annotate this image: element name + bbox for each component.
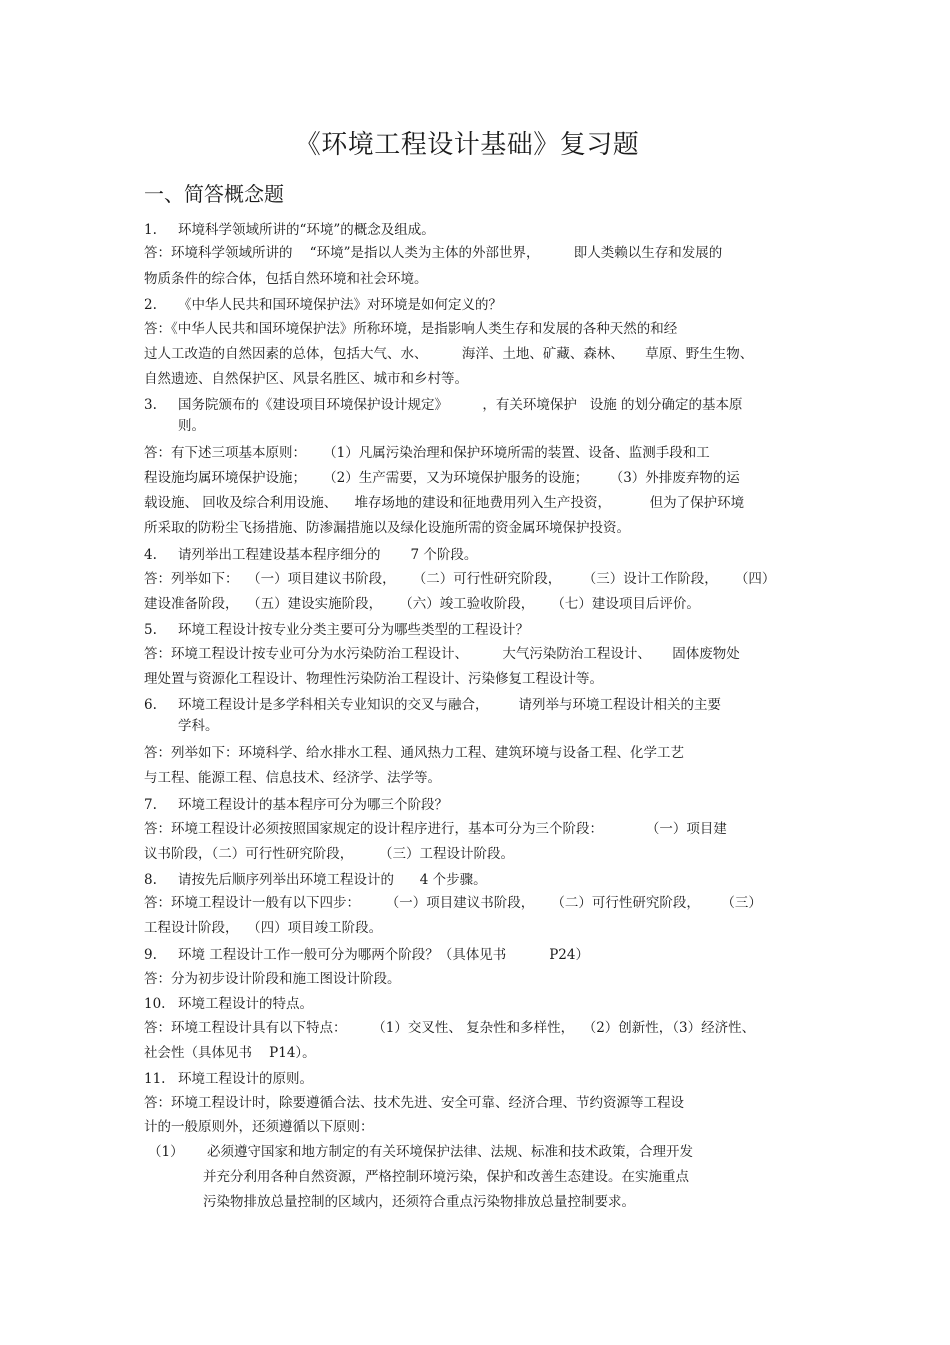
- question-2: [144, 296, 502, 314]
- question-11: [144, 1070, 313, 1088]
- question-text: 环境工程设计的特点。: [178, 996, 313, 1012]
- question-8: [144, 871, 487, 889]
- question-number: 4.: [144, 547, 157, 563]
- question-number: 9.: [144, 947, 157, 963]
- question-4: [144, 546, 477, 564]
- principle-text: 必须遵守国家和地方制定的有关环境保护法律、法规、标准和技术政策，合理开发: [207, 1144, 693, 1160]
- answer-line: 答：有下述三项基本原则： （1）凡属污染治理和保护环境所需的装置、设备、监测手段和工: [144, 445, 710, 461]
- answer-line: 议书阶段，（二）可行性研究阶段， （三）工程设计阶段。: [144, 846, 514, 862]
- answer-line: 答：分为初步设计阶段和施工图设计阶段。: [144, 971, 401, 987]
- question-10: [144, 995, 313, 1013]
- question-text: 环境科学领域所讲的“环境”的概念及组成。: [178, 222, 435, 238]
- question-number: 10.: [144, 996, 166, 1012]
- question-number: 8.: [144, 872, 157, 888]
- answer-line: 计的一般原则外，还须遵循以下原则：: [144, 1119, 374, 1135]
- answer-line: 答：列举如下： （一）项目建议书阶段， （二）可行性研究阶段， （三）设计工作阶段， （四）: [144, 571, 776, 587]
- answer-line: 过人工改造的自然因素的总体，包括大气、水、 海洋、土地、矿藏、森林、 草原、野生生物、: [144, 346, 754, 362]
- question-text: 环境工程设计的原则。: [178, 1071, 313, 1087]
- question-number: 3.: [144, 397, 157, 413]
- question-number: 5.: [144, 622, 157, 638]
- principle-text-continued: 并充分利用各种自然资源，严格控制环境污染，保护和改善生态建设。在实施重点: [203, 1169, 689, 1185]
- answer-line: 载设施、 回收及综合利用设施、 堆存场地的建设和征地费用列入生产投资， 但为了保护环境: [144, 495, 745, 511]
- question-text: 《中华人民共和国环境保护法》对环境是如何定义的？: [178, 297, 502, 313]
- answer-line: 工程设计阶段， （四）项目竣工阶段。: [144, 920, 383, 936]
- question-1: [144, 221, 435, 239]
- answer-line: 自然遗迹、自然保护区、风景名胜区、城市和乡村等。: [144, 371, 468, 387]
- answer-line: 答：环境工程设计一般有以下四步： （一）项目建议书阶段， （二）可行性研究阶段， （三）: [144, 895, 762, 911]
- section-heading: 一、简答概念题: [144, 182, 284, 206]
- question-text: 请列举出工程建设基本程序细分的 7 个阶段。: [178, 547, 478, 563]
- question-text: 国务院颁布的《建设项目环境保护设计规定》 ，有关环境保护 设施 的划分确定的基本原: [178, 397, 743, 413]
- question-text: 环境 工程设计工作一般可分为哪两个阶段？（具体见书 P24）: [178, 947, 589, 963]
- answer-line: 答：环境工程设计时，除要遵循合法、技术先进、安全可靠、经济合理、节约资源等工程设: [144, 1095, 684, 1111]
- answer-line: 程设施均属环境保护设施； （2）生产需要，又为环境保护服务的设施； （3）外排废弃物的运: [144, 470, 740, 486]
- question-text: 环境工程设计按专业分类主要可分为哪些类型的工程设计？: [178, 622, 529, 638]
- answer-line: 理处置与资源化工程设计、物理性污染防治工程设计、污染修复工程设计等。: [144, 671, 603, 687]
- question-text-continued: 则。: [178, 418, 205, 434]
- answer-line: 答：列举如下：环境科学、给水排水工程、通风热力工程、建筑环境与设备工程、化学工艺: [144, 745, 684, 761]
- answer-line: 答：环境工程设计具有以下特点： （1）交叉性、 复杂性和多样性， （2）创新性，（3）经济性、: [144, 1020, 756, 1036]
- answer-line: 物质条件的综合体，包括自然环境和社会环境。: [144, 271, 428, 287]
- question-text: 环境工程设计是多学科相关专业知识的交叉与融合， 请列举与环境工程设计相关的主要: [178, 697, 722, 713]
- question-7: [144, 796, 448, 814]
- answer-line: 答：环境工程设计按专业可分为水污染防治工程设计、 大气污染防治工程设计、 固体废物处: [144, 646, 740, 662]
- principle-text-continued: 污染物排放总量控制的区域内，还须符合重点污染物排放总量控制要求。: [203, 1194, 635, 1210]
- question-number: 2.: [144, 297, 157, 313]
- answer-line: 答：《中华人民共和国环境保护法》所称环境，是指影响人类生存和发展的各种天然的和经: [144, 321, 678, 337]
- question-9: [144, 946, 589, 964]
- question-text: 请按先后顺序列举出环境工程设计的 4 个步骤。: [178, 872, 487, 888]
- question-number: 6.: [144, 697, 157, 713]
- question-3: [144, 396, 743, 414]
- principle-number: （1）: [148, 1144, 184, 1160]
- question-number: 11.: [144, 1071, 166, 1087]
- question-6: [144, 696, 721, 714]
- answer-line: 答：环境科学领域所讲的 “环境”是指以人类为主体的外部世界， 即人类赖以生存和发展的: [144, 245, 723, 261]
- answer-line: 答：环境工程设计必须按照国家规定的设计程序进行，基本可分为三个阶段： （一）项目建: [144, 821, 727, 837]
- question-number: 1.: [144, 222, 157, 238]
- answer-line: 所采取的防粉尘飞扬措施、防渗漏措施以及绿化设施所需的资金属环境保护投资。: [144, 520, 630, 536]
- answer-line: 与工程、能源工程、信息技术、经济学、法学等。: [144, 770, 441, 786]
- question-5: [144, 621, 529, 639]
- question-text: 环境工程设计的基本程序可分为哪三个阶段？: [178, 797, 448, 813]
- answer-line: 社会性（具体见书 P14）。: [144, 1045, 316, 1061]
- answer-line: 建设准备阶段， （五）建设实施阶段， （六）竣工验收阶段， （七）建设项目后评价。: [144, 596, 700, 612]
- question-number: 7.: [144, 797, 157, 813]
- page-title: 《环境工程设计基础》复习题: [294, 130, 640, 160]
- principle-1: [148, 1143, 693, 1161]
- question-text-continued: 学科。: [178, 718, 219, 734]
